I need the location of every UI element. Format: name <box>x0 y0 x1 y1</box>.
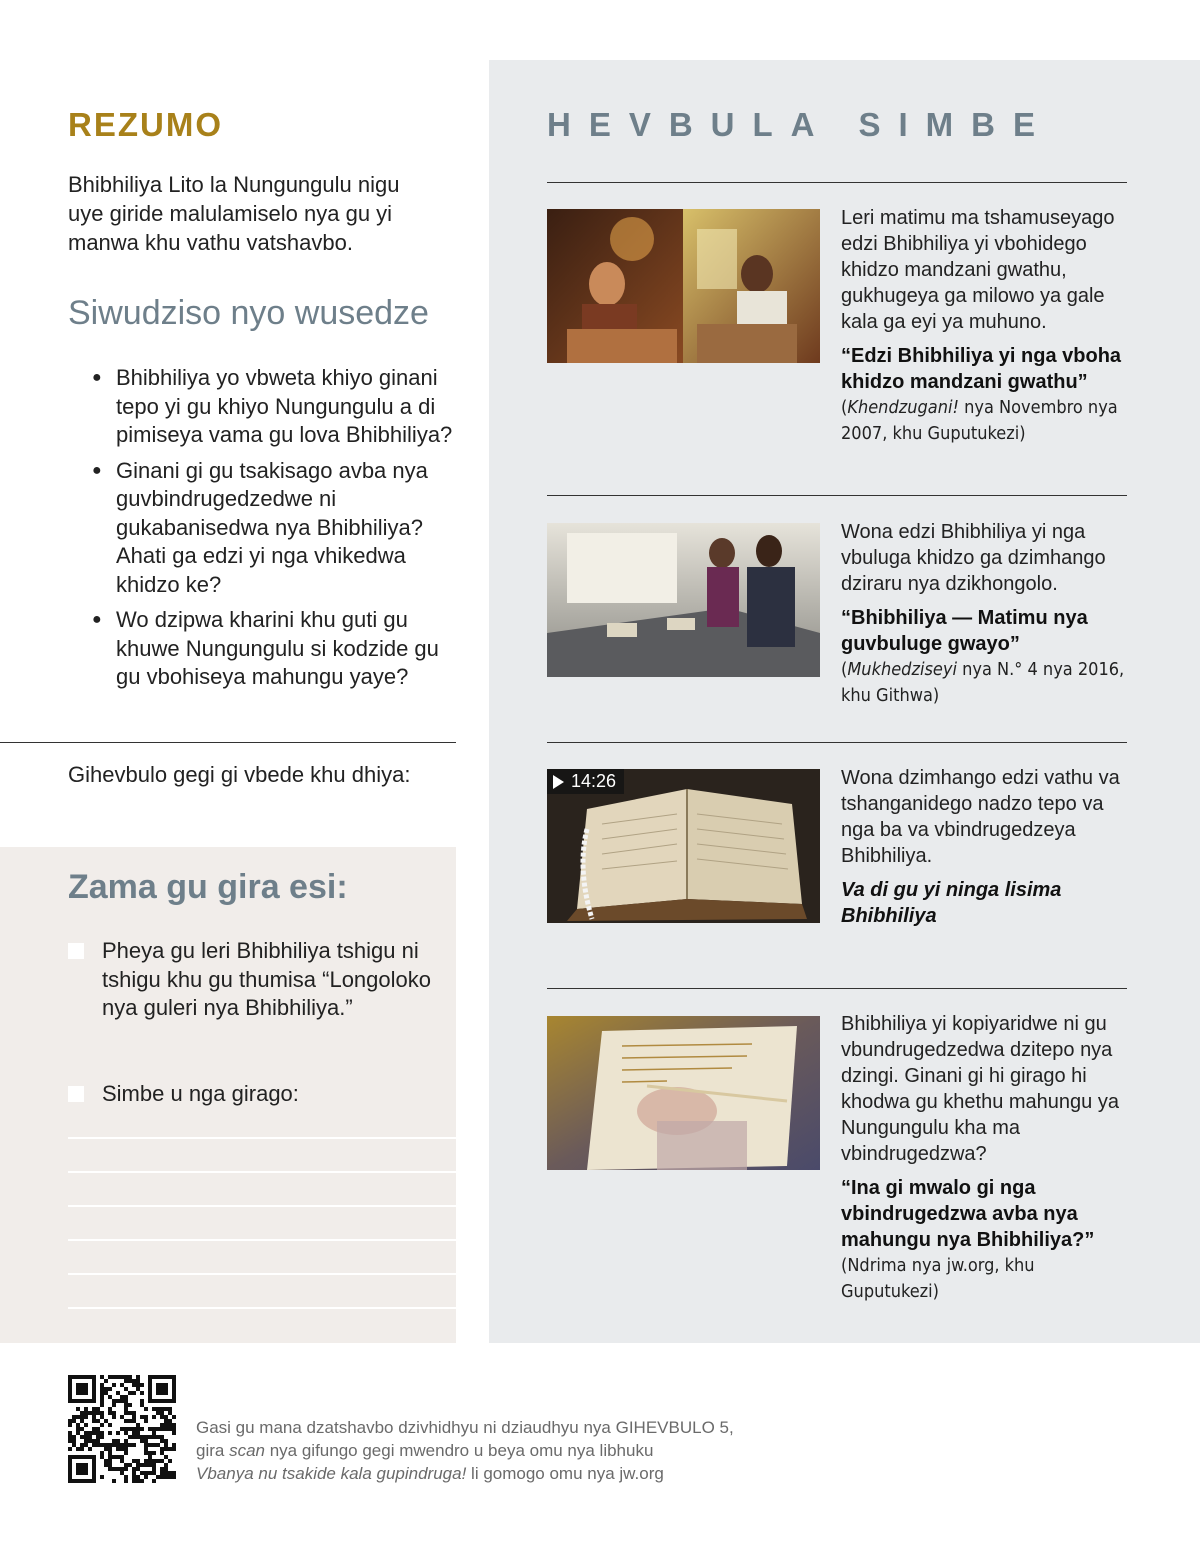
write-line[interactable] <box>68 1137 456 1139</box>
review-questions <box>92 364 462 699</box>
explore-title: HEVBULA SIMBE <box>547 106 1053 143</box>
goal-item: Pheya gu leri Bhibhiliya tshigu ni tshigu khu gu thumisa “Longoloko nya guleri nya Bhibhiliya.” <box>68 937 438 1023</box>
found-text: Gihevbulo gegi gi vbede khu dhiya: <box>68 762 411 787</box>
write-line[interactable] <box>68 1239 456 1241</box>
video-thumbnail[interactable] <box>547 769 820 923</box>
bullet-icon: ● <box>92 369 102 386</box>
write-line[interactable] <box>68 1273 456 1275</box>
divider <box>547 182 1127 183</box>
footer-text: Gasi gu mana dzatshavbo dzivhidhyu ni dziaudhyu nya GIHEVBULO 5, gira scan nya gifungo gegi mwendro u beya omu nya libhuku Vbanya nu tsakide kala gupindruga! li gomogo omu nya jw.org <box>196 1418 734 1483</box>
qr-code-icon[interactable] <box>68 1375 176 1483</box>
resource-entry: Wona dzimhango edzi vathu va tshanganidego nadzo tepo va nga ba va vbindrugedzeya Bhibhiliya. Va di gu yi ninga lisima Bhibhiliya <box>841 765 1131 929</box>
resource-entry: Leri matimu ma tshamuseyago edzi Bhibhiliya yi vbohidego khidzo mandzani gwathu, gukhugeya ga milowo ya gale kala ga eyi ya muhuno. “Edzi Bhibhiliya yi nga vboha khidzo mandzani gwathu” (Khendzugani! nya Novembro nya 2007, khu Guputukezi) <box>841 205 1131 447</box>
bullet-icon: ● <box>92 611 102 628</box>
review-question: ● Bhibhiliya yo vbweta khiyo ginani tepo yi gu khiyo Nungungulu a di pimiseya vama gu lova Bhibhiliya? <box>92 365 453 447</box>
play-icon <box>553 775 564 789</box>
write-line[interactable] <box>68 1307 456 1309</box>
review-question: ● Ginani gi gu tsakisago avba nya guvbindrugedzedwe ni gukabanisedwa nya Bhibhiliya? Ahati ga edzi yi nga vhikedwa khidzo ke? <box>92 457 428 597</box>
write-line[interactable] <box>68 1205 456 1207</box>
manuscript-illustration[interactable] <box>547 1016 820 1170</box>
resource-entry: Wona edzi Bhibhiliya yi nga vbuluga khidzo ga dzimhango dziraru nya dzikhongolo. “Bhibhiliya — Matimu nya guvbuluge gwayo” (Mukhedziseyi nya N.° 4 nya 2016, khu Githwa) <box>841 519 1131 709</box>
checkbox[interactable] <box>68 1086 84 1102</box>
resource-entry: Bhibhiliya yi kopiyaridwe ni gu vbundrugedzedwa dzitepo nya dzingi. Ginani gi hi girago hi khodwa gu khethu mahungu ya Nungungulu kha ma vbindrugedzwa? “Ina gi mwalo gi nga vbindrugedzwa avba nya mahungu nya Bhibhiliya?” (Ndrima nya jw.org, khu Guputukezi) <box>841 1011 1131 1305</box>
review-heading: Siwudziso nyo wusedze <box>68 294 429 332</box>
divider <box>547 988 1127 989</box>
summary-text: Bhibhiliya Lito la Nungungulu nigu uye giride malulamiselo nya gu yi manwa khu vathu vatshavbo. <box>68 172 400 255</box>
resource-source: (Mukhedziseyi nya N.° 4 nya 2016, khu Githwa) <box>841 659 1125 706</box>
bullet-icon: ● <box>92 461 102 479</box>
divider <box>547 742 1127 743</box>
goal-heading: Zama gu gira esi: <box>68 868 348 906</box>
resource-source: (Khendzugani! nya Novembro nya 2007, khu Guputukezi) <box>841 397 1118 444</box>
resource-link[interactable]: Va di gu yi ninga lisima Bhibhiliya <box>841 879 1062 927</box>
divider <box>0 742 456 743</box>
resource-link[interactable]: “Ina gi mwalo gi nga vbindrugedzwa avba nya mahungu nya Bhibhiliya?” <box>841 1177 1095 1251</box>
video-duration-badge: 14:26 <box>547 769 624 794</box>
museum-illustration[interactable] <box>547 523 820 677</box>
history-illustration[interactable] <box>547 209 820 363</box>
write-line[interactable] <box>68 1171 456 1173</box>
resource-link[interactable]: “Bhibhiliya — Matimu nya guvbuluge gwayo” <box>841 607 1088 655</box>
divider <box>547 495 1127 496</box>
resource-link[interactable]: “Edzi Bhibhiliya yi nga vboha khidzo mandzani gwathu” <box>841 345 1122 393</box>
resource-source: (Ndrima nya jw.org, khu Guputukezi) <box>841 1255 1035 1302</box>
checkbox[interactable] <box>68 943 84 959</box>
review-question: ● Wo dzipwa kharini khu guti gu khuwe Nungungulu si kodzide gu gu vbohiseya mahungu yaye? <box>92 607 439 689</box>
goal-item: Simbe u nga girago: <box>68 1080 438 1109</box>
summary-title: REZUMO <box>68 106 223 143</box>
